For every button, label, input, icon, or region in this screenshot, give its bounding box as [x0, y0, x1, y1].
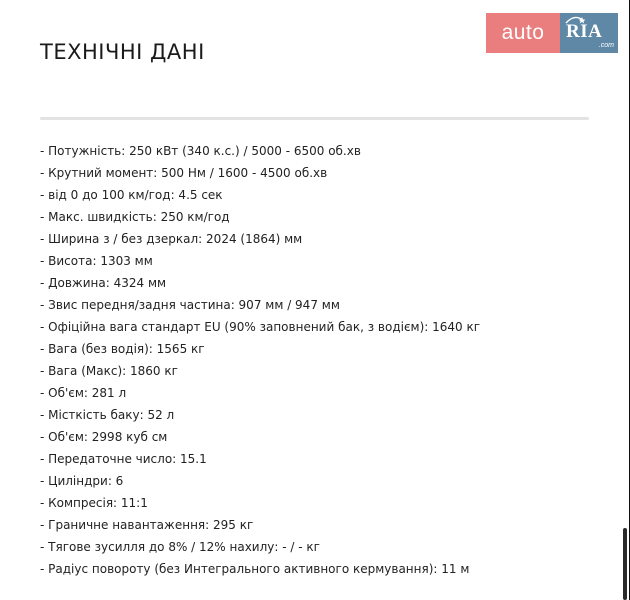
spec-item: - Офіційна вага стандарт EU (90% заповнений бак, з водієм): 1640 кг	[40, 320, 481, 334]
spec-item: - Компресія: 11:1	[40, 496, 148, 510]
specs-list	[40, 140, 480, 580]
spec-item: - Потужність: 250 кВт (340 к.с.) / 5000 - 6500 об.хв	[40, 144, 361, 158]
logo-ria-part	[560, 13, 618, 53]
spec-item: - Об'єм: 281 л	[40, 386, 127, 400]
autoria-logo[interactable]	[486, 13, 618, 53]
section-divider	[40, 117, 589, 120]
logo-auto-part: auto	[486, 13, 560, 53]
logo-ria-text: RIA	[566, 21, 603, 42]
spec-item: - Граничне навантаження: 295 кг	[40, 518, 254, 532]
spec-item: - Циліндри: 6	[40, 474, 124, 488]
spec-item: - Крутний момент: 500 Нм / 1600 - 4500 об.хв	[40, 166, 328, 180]
spec-item: - Тягове зусилля до 8% / 12% нахилу: - / - кг	[40, 540, 320, 554]
page-title: ТЕХНІЧНІ ДАНІ	[40, 40, 205, 64]
spec-item: - Об'єм: 2998 куб см	[40, 430, 168, 444]
spec-item: - Вага (без водія): 1565 кг	[40, 342, 205, 356]
spec-item: - Макс. швидкість: 250 км/год	[40, 210, 230, 224]
spec-item: - Вага (Макс): 1860 кг	[40, 364, 178, 378]
spec-item: - від 0 до 100 км/год: 4.5 сек	[40, 188, 223, 202]
spec-item: - Довжина: 4324 мм	[40, 276, 167, 290]
spec-item: - Звис передня/задня частина: 907 мм / 947 мм	[40, 298, 340, 312]
spec-item: - Висота: 1303 мм	[40, 254, 153, 268]
scrollbar-thumb[interactable]	[623, 528, 627, 600]
spec-item: - Місткість баку: 52 л	[40, 408, 175, 422]
spec-item: - Передаточне число: 15.1	[40, 452, 207, 466]
logo-com-text: .com	[598, 42, 614, 49]
spec-item: - Радіус повороту (без Интегрального активного кермування): 11 м	[40, 562, 470, 576]
spec-item: - Ширина з / без дзеркал: 2024 (1864) мм	[40, 232, 303, 246]
